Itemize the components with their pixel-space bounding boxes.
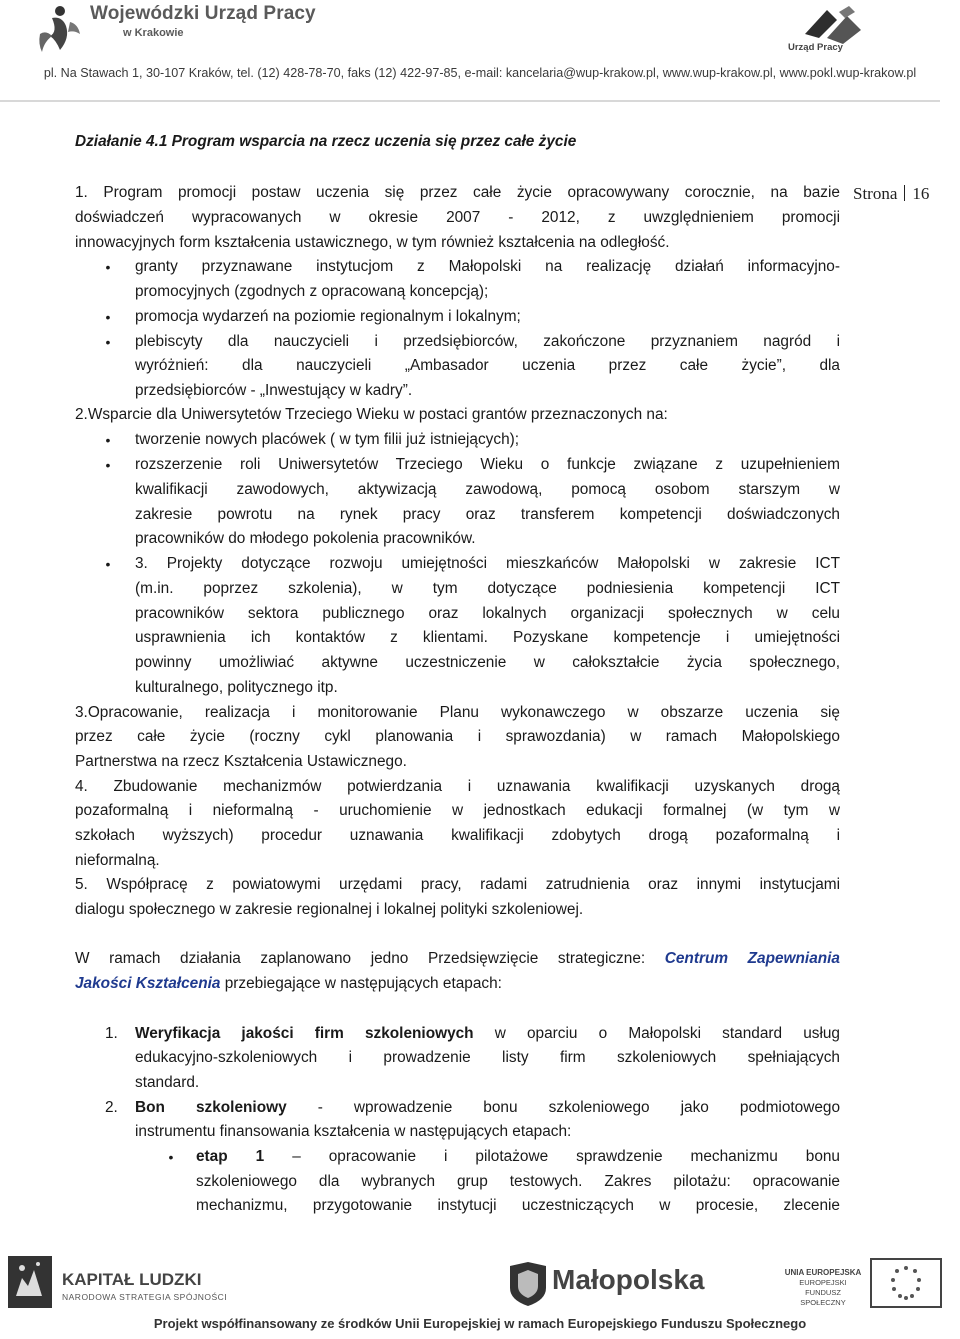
malopolska-title: Małopolska — [552, 1264, 705, 1295]
list-item: usprawnienia ich kontaktów z klientami. Pozyskane kompetencje i umiejętności — [135, 629, 840, 646]
page-number — [853, 184, 929, 204]
paragraph-1-line: doświadczeń wypracowanych w okresie 2007 - 2012, z uwzględnieniem promocji — [75, 209, 840, 226]
list-item: pracowników do młodego pokolenia pracowników. — [135, 530, 476, 547]
numbered-item-1-line: standard. — [135, 1074, 200, 1091]
contact-line: pl. Na Stawach 1, 30-107 Kraków, tel. (12) 428-78-70, faks (12) 422-97-85, e-mail: kancelaria@wup-krakow.pl, www.wup-krakow.pl, www.pokl.wup-krakow.pl — [43, 66, 917, 80]
sub-item-line: mechanizmu, przygotowanie instytucji uczestniczących w procesie, zlecenie — [196, 1197, 840, 1214]
list-item: plebiscyty dla nauczycieli i przedsiębiorców, zakończone przyznaniem nagród i — [135, 333, 840, 350]
bullet-icon: • — [168, 1149, 174, 1165]
sub-item-text: – opracowanie i pilotażowe sprawdzenie mechanizmu bonu — [264, 1148, 840, 1165]
paragraph-4-line: 4. Zbudowanie mechanizmów potwierdzania i uznawania kwalifikacji uzyskanych drogą — [75, 778, 840, 795]
paragraph-4-line: pozaformalną i nieformalną - uruchomienie w jednostkach edukacji formalnej (w tym w — [75, 802, 840, 819]
eu-label-line: UNIA EUROPEJSKA — [784, 1268, 862, 1277]
org-subtitle: w Krakowie — [123, 27, 184, 39]
bullet-icon: • — [105, 259, 111, 275]
paragraph-5-line: 5. Współpracę z powiatowymi urzędami pracy, radami zatrudnienia oraz innymi instytucjami — [75, 876, 840, 893]
header-divider — [0, 100, 940, 102]
urzad-pracy-label: Urząd Pracy — [788, 42, 843, 53]
numbered-item-1 — [135, 1024, 840, 1044]
intro-line — [75, 974, 840, 994]
intro-text: przebiegające w następujących etapach: — [220, 975, 502, 992]
cofinancing-note: Projekt współfinansowany ze środków Unii Europejskiej w ramach Europejskiego Funduszu Społecznego — [153, 1316, 807, 1331]
page-label: Strona — [853, 184, 898, 203]
bullet-icon: • — [105, 432, 111, 448]
numbered-item-2 — [135, 1098, 840, 1118]
kapital-ludzki-subtitle: NARODOWA STRATEGIA SPÓJNOŚCI — [62, 1292, 228, 1302]
paragraph-3-line: 3.Opracowanie, realizacja i monitorowanie Planu wykonawczego w obszarze uczenia się — [75, 704, 840, 721]
item-text: w oparciu o Małopolski standard usług — [473, 1025, 840, 1042]
bullet-icon: • — [105, 457, 111, 473]
list-item: promocyjnych (zgodnych z opracowaną koncepcją); — [135, 283, 489, 300]
org-name: Wojewódzki Urząd Pracy — [90, 3, 316, 24]
bullet-icon: • — [105, 309, 111, 325]
list-item: zakresie powrotu na rynek pracy oraz transferem kompetencji doświadczonych — [135, 506, 840, 523]
list-item: rozszerzenie roli Uniwersytetów Trzeciego Wieku o funkcje związane z uzupełnieniem — [135, 456, 840, 473]
list-item: wyróżnień: dla nauczycieli „Ambasador uczenia przez całe życie”, dla — [135, 357, 840, 374]
list-item: granty przyznawane instytucjom z Małopolski na realizację działań informacyjno- — [135, 258, 840, 275]
list-item: przedsiębiorców - „Inwestujący w kadry”. — [135, 382, 413, 399]
paragraph-1-line: 1. Program promocji postaw uczenia się przez całe życie opracowywany corocznie, na bazie — [75, 184, 840, 201]
paragraph-1-line: innowacyjnych form kształcenia ustawicznego, w tym również kształcenia na odległość. — [75, 234, 670, 251]
page-number-value: 16 — [912, 184, 930, 203]
eu-label — [783, 1268, 863, 1308]
list-item: promocja wydarzeń na poziomie regionalnym i lokalnym; — [135, 308, 521, 325]
numbered-item-1-line: edukacyjno-szkoleniowych i prowadzenie listy firm szkoleniowych spełniających — [135, 1049, 840, 1066]
list-item: pracowników sektora publicznego oraz lokalnych organizacji społecznych w celu — [135, 605, 840, 622]
paragraph-3-line: przez całe życie (roczny cykl planowania i sprawozdania) w ramach Małopolskiego — [75, 728, 840, 745]
intro-text: W ramach działania zaplanowano jedno Przedsięwzięcie strategiczne: — [75, 950, 665, 967]
kapital-ludzki-title: KAPITAŁ LUDZKI — [62, 1270, 202, 1289]
eu-label-line: FUNDUSZ SPOŁECZNY — [800, 1288, 846, 1307]
project-name-link: Jakości Kształcenia — [75, 975, 221, 992]
page-footer — [0, 1250, 960, 1339]
malopolska-logo-icon — [508, 1262, 548, 1306]
list-item: (m.in. poprzez szkolenia), w tym dotyczące podniesienia kompetencji ICT — [135, 580, 840, 597]
list-item: powinny umożliwiać aktywne uczestniczenie w całokształcie życia społecznego, — [135, 654, 840, 671]
list-item: tworzenie nowych placówek ( w tym filii już istniejących); — [135, 431, 520, 448]
intro-line — [75, 949, 840, 969]
list-item: 3. Projekty dotyczące rozwoju umiejętności mieszkańców Małopolski w zakresie ICT — [135, 555, 840, 572]
project-name-link: Centrum Zapewniania — [664, 950, 840, 967]
page-number-separator — [904, 185, 905, 201]
list-item: kwalifikacji zawodowych, aktywizacją zawodową, pomocą osobom starszym w — [135, 481, 840, 498]
list-item: kulturalnego, politycznego itp. — [135, 679, 338, 696]
list-number: 2. — [105, 1099, 118, 1116]
paragraph-4-line: nieformalną. — [75, 852, 160, 869]
sub-item-heading: etap 1 — [196, 1148, 265, 1165]
paragraph-4-line: szkołach wyższych) procedur uznawania kwalifikacji zdobytych drogą pozaformalną i — [75, 827, 840, 844]
wup-logo-icon — [30, 4, 90, 56]
bullet-icon: • — [105, 556, 111, 572]
page-header — [0, 0, 960, 104]
sub-item-line: szkoleniowego dla wybranych grup testowych. Zakres pilotażu: opracowanie — [196, 1173, 840, 1190]
bullet-icon: • — [105, 334, 111, 350]
paragraph-5-line: dialogu społecznego w zakresie regionalnej i lokalnej polityki szkoleniowej. — [75, 901, 584, 918]
paragraph-2-line: 2.Wsparcie dla Uniwersytetów Trzeciego Wieku w postaci grantów przeznaczonych na: — [75, 406, 668, 423]
item-heading: Bon szkoleniowy — [135, 1099, 287, 1116]
section-title: Działanie 4.1 Program wsparcia na rzecz uczenia się przez całe życie — [75, 133, 577, 150]
paragraph-3-line: Partnerstwa na rzecz Kształcenia Ustawicznego. — [75, 753, 407, 770]
kapital-ludzki-logo-icon — [8, 1256, 52, 1308]
item-text: - wprowadzenie bonu szkoleniowego jako podmiotowego — [286, 1099, 841, 1116]
list-number: 1. — [105, 1025, 118, 1042]
eu-flag-icon — [870, 1258, 942, 1308]
sub-item — [196, 1147, 840, 1167]
item-heading: Weryfikacja jakości firm szkoleniowych — [135, 1025, 474, 1042]
numbered-item-2-line: instrumentu finansowania kształcenia w następujących etapach: — [135, 1123, 572, 1140]
eu-label-line: EUROPEJSKI — [799, 1278, 847, 1287]
